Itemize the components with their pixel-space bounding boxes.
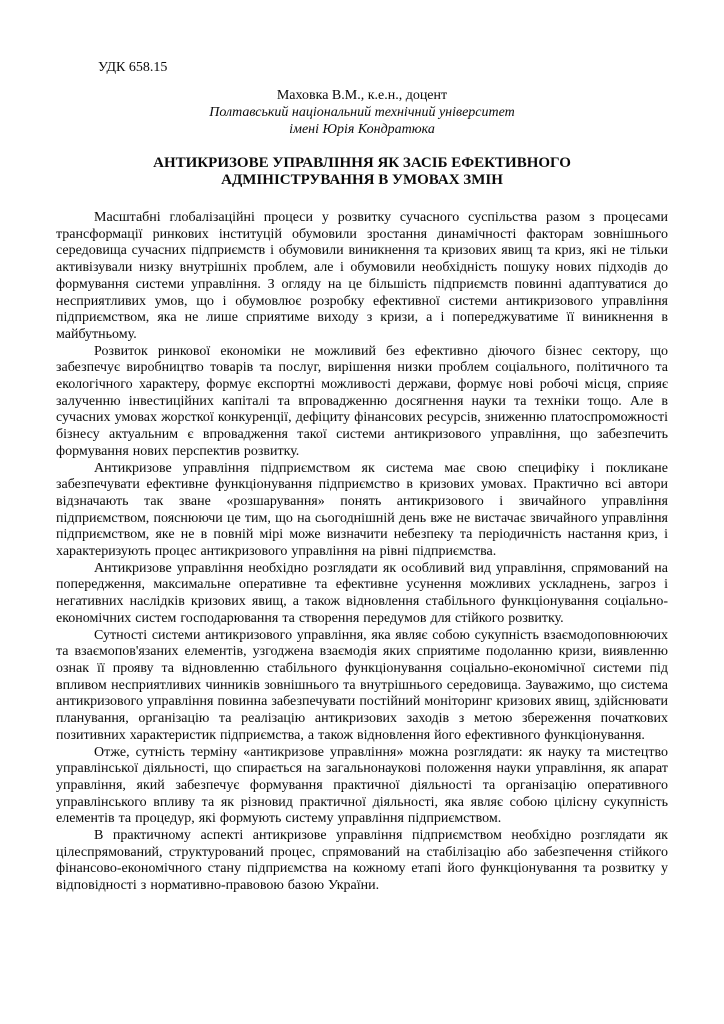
paragraph: Масштабні глобалізаційні процеси у розвитку сучасного суспільства разом з процесами трансформації ринкових інституцій обумовили зростання динамічності факторам зовнішнього середовища сучасних підприємств і обумовили виникнення та кризових явищ та криз, які не тільки активізували низку внутрішніх проблем, але і обумовили необхідність пошуку нових підходів до формування системи управління. З огляду на це більшість підприємств повинні адаптуватися до несприятливих умов, що і обумовлює розробку ефективної системи антикризового управління підприємством, яка не лише сприятиме виходу з кризи, а і попереджуватиме її виникнення в майбутньому. xyxy=(56,210,668,342)
paragraph: Розвиток ринкової економіки не можливий без ефективно діючого бізнес сектору, що забезпечує виробництво товарів та послуг, вирішення низки проблем соціального, політичного та екологічного характеру, формує експортні можливості держави, формує нові робочі місця, сприяє залученню інвестиційних капіталі та впровадженню досягнення науки та техніки тощо. Але в сучасних умовах жорсткої конкуренції, дефіциту фінансових ресурсів, зниженню платоспроможності бізнесу актуальним є впровадження такої системи антикризового управління, що забезпечить формування нових перспектив розвитку. xyxy=(56,343,668,459)
paragraph: В практичному аспекті антикризове управління підприємством необхідно розглядати як цілеспрямований, структурований процес, спрямований на стабілізацію або забезпечення стійкого фінансово-економічного стану підприємства на кожному етапі його функціонування та розвитку у відповідності з нормативно-правовою базою України. xyxy=(56,828,668,894)
paragraph: Антикризове управління підприємством як система має свою специфіку і покликане забезпечувати ефективне функціонування підприємство в кризових умовах. Практично всі автори відзначають так зване «розшарування» понять антикризового і звичайного управління підприємством, пояснюючи це тим, що на сьогоднішній день вже не вистачає звичайного управління підприємством, яке не в повній мірі може визначити небезпеку та періодичність настання криз, і характеризують процес антикризового управління на рівні підприємства. xyxy=(56,460,668,560)
udc-code: УДК 658.15 xyxy=(98,60,168,75)
article-title: АНТИКРИЗОВЕ УПРАВЛІННЯ ЯК ЗАСІБ ЕФЕКТИВНОГО АДМІНІСТРУВАННЯ В УМОВАХ ЗМІН xyxy=(153,155,571,188)
affiliation-line-1: Полтавський національний технічний університет xyxy=(209,105,515,120)
author-line: Маховка В.М., к.е.н., доцент xyxy=(276,88,448,103)
paragraph: Отже, сутність терміну «антикризове управління» можна розглядати: як науку та мистецтво управлінської діяльності, що спирається на загальнонаукові положення науки управління, як апарат управління, який забезпечує формування практичної діяльності та організацію оперативного управлінського впливу та як різновид практичної діяльності, яка являє собою цілісну сукупність елементів та процедур, які формують систему управління підприємством. xyxy=(56,744,668,827)
paragraph: Сутності системи антикризового управління, яка являє собою сукупність взаємодоповнюючих та взаємопов'язаних елементів, узгоджена взаємодія яких сприятиме подоланню кризи, виявленню ознак її прояву та відновленню стабільного функціонування соціально-економічної системи під впливом несприятливих чинників зовнішнього та внутрішнього середовища. Зауважимо, що система антикризового управління повинна забезпечувати постійний моніторинг кризових явищ, здійснювати планування, організацію та реалізацію антикризових заходів з метою збереження початкових позитивних характеристик підприємства, а також відновлення його ефективного функціонування. xyxy=(56,627,668,743)
article-body xyxy=(56,210,668,895)
paragraph: Антикризове управління необхідно розглядати як особливий вид управління, спрямований на попередження, максимальне оперативне та ефективне усунення можливих ускладнень, загроз і негативних наслідків кризових явищ, а також відновлення стабільного функціонування соціально-економічних систем господарювання та створення передумов для стійкого розвитку. xyxy=(56,560,668,626)
affiliation-line-2: імені Юрія Кондратюка xyxy=(289,122,435,137)
